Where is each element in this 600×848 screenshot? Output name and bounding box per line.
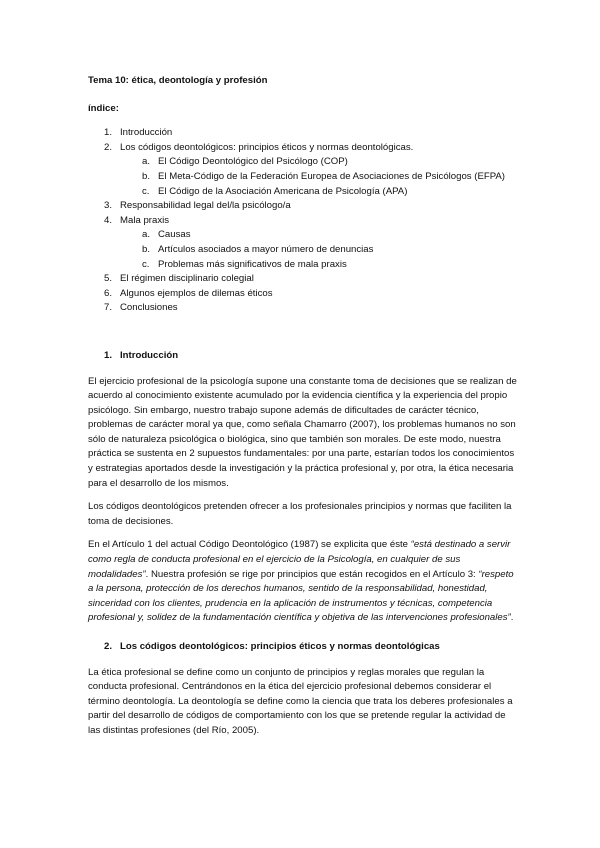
- toc-subitem: c. El Código de la Asociación Americana de Psicología (APA): [142, 185, 408, 197]
- toc-subitem: b. El Meta-Código de la Federación Europea de Asociaciones de Psicólogos (EFPA): [142, 170, 505, 182]
- toc-subitem: a. El Código Deontológico del Psicólogo (COP): [142, 156, 348, 168]
- toc-item: 1. Introducción: [104, 127, 173, 139]
- toc-subitem: c. Problemas más significativos de mala praxis: [142, 258, 347, 270]
- quote-article-3: “respeto a la persona, protección de los derechos humanos, sentido de la responsabilidad, honestidad, sinceridad con los clientes, prudencia en la aplicación de instrumentos y técnicas, competencia profesional y, solidez de la fundamentación científica y objetiva de las intervenciones profesionales”: [88, 568, 514, 624]
- document-title: Tema 10: ética, deontología y profesión: [88, 75, 268, 86]
- toc-item: 2. Los códigos deontológicos: principios éticos y normas deontológicas.: [104, 141, 414, 153]
- index-label: índice:: [88, 102, 119, 114]
- toc-item: 7. Conclusiones: [104, 302, 178, 314]
- paragraph-with-quotes: En el Artículo 1 del actual Código Deontológico (1987) se explicita que éste “está destinado a servir como regla de conducta profesional en el ejercicio de la Psicología, en cualquier de sus modalidades”. Nuestra profesión se rige por principios que están recogidos en el Artículo 3: “respeto a la persona, protección de los derechos humanos, sentido de la responsabilidad, honestidad, sinceridad con los clientes, prudencia en la aplicación de instrumentos y técnicas, competencia profesional y, solidez de la fundamentación científica y objetiva de las intervenciones profesionales”.: [88, 539, 514, 624]
- section-heading-codigos: 2. Los códigos deontológicos: principios éticos y normas deontológicas: [104, 641, 440, 652]
- section-heading-introduccion: 1. Introducción: [104, 349, 179, 361]
- toc-item: 4. Mala praxis: [104, 214, 170, 226]
- toc-item: 5. El régimen disciplinario colegial: [104, 273, 254, 285]
- quote-article-1: “está destinado a servir como regla de conducta profesional en el ejercicio de la Psicología, en cualquier de sus modalidades”: [88, 539, 511, 580]
- paragraph: Los códigos deontológicos pretenden ofrecer a los profesionales principios y normas que faciliten la toma de decisiones.: [88, 501, 512, 527]
- toc-item: 6. Algunos ejemplos de dilemas éticos: [104, 287, 273, 299]
- toc-subitem: a. Causas: [142, 229, 191, 241]
- toc-item: 3. Responsabilidad legal del/la psicólogo/a: [104, 200, 291, 212]
- table-of-contents: [88, 126, 520, 316]
- paragraph: La ética profesional se define como un conjunto de principios y reglas morales que regulan la conducta profesional. Centrándonos en la ética del ejercicio profesional debemos considerar el término deontología. La deontología se define como la ciencia que trata los deberes profesionales a partir del desarrollo de códigos de comportamiento con los que se pretende regular la actividad de las distintas profesiones (del Río, 2005).: [88, 666, 513, 736]
- paragraph: El ejercicio profesional de la psicología supone una constante toma de decisiones que se realizan de acuerdo al conocimiento existente acumulado por la evidencia científica y la experiencia del propio psicólogo. Sin embargo, nuestro trabajo supone además de dificultades de carácter técnico, problemas de carácter moral ya que, como señala Chamarro (2007), los problemas humanos no son sólo de naturaleza psicológica o biológica, sino que también son morales. De este modo, nuestra práctica se sustenta en 2 supuestos fundamentales: por una parte, estarían todos los conocimientos y estrategias aportados desde la investigación y la práctica profesional y, por otra, la ética necesaria para el desarrollo de los mismos.: [88, 375, 517, 489]
- toc-subitem: b. Artículos asociados a mayor número de denuncias: [142, 243, 374, 255]
